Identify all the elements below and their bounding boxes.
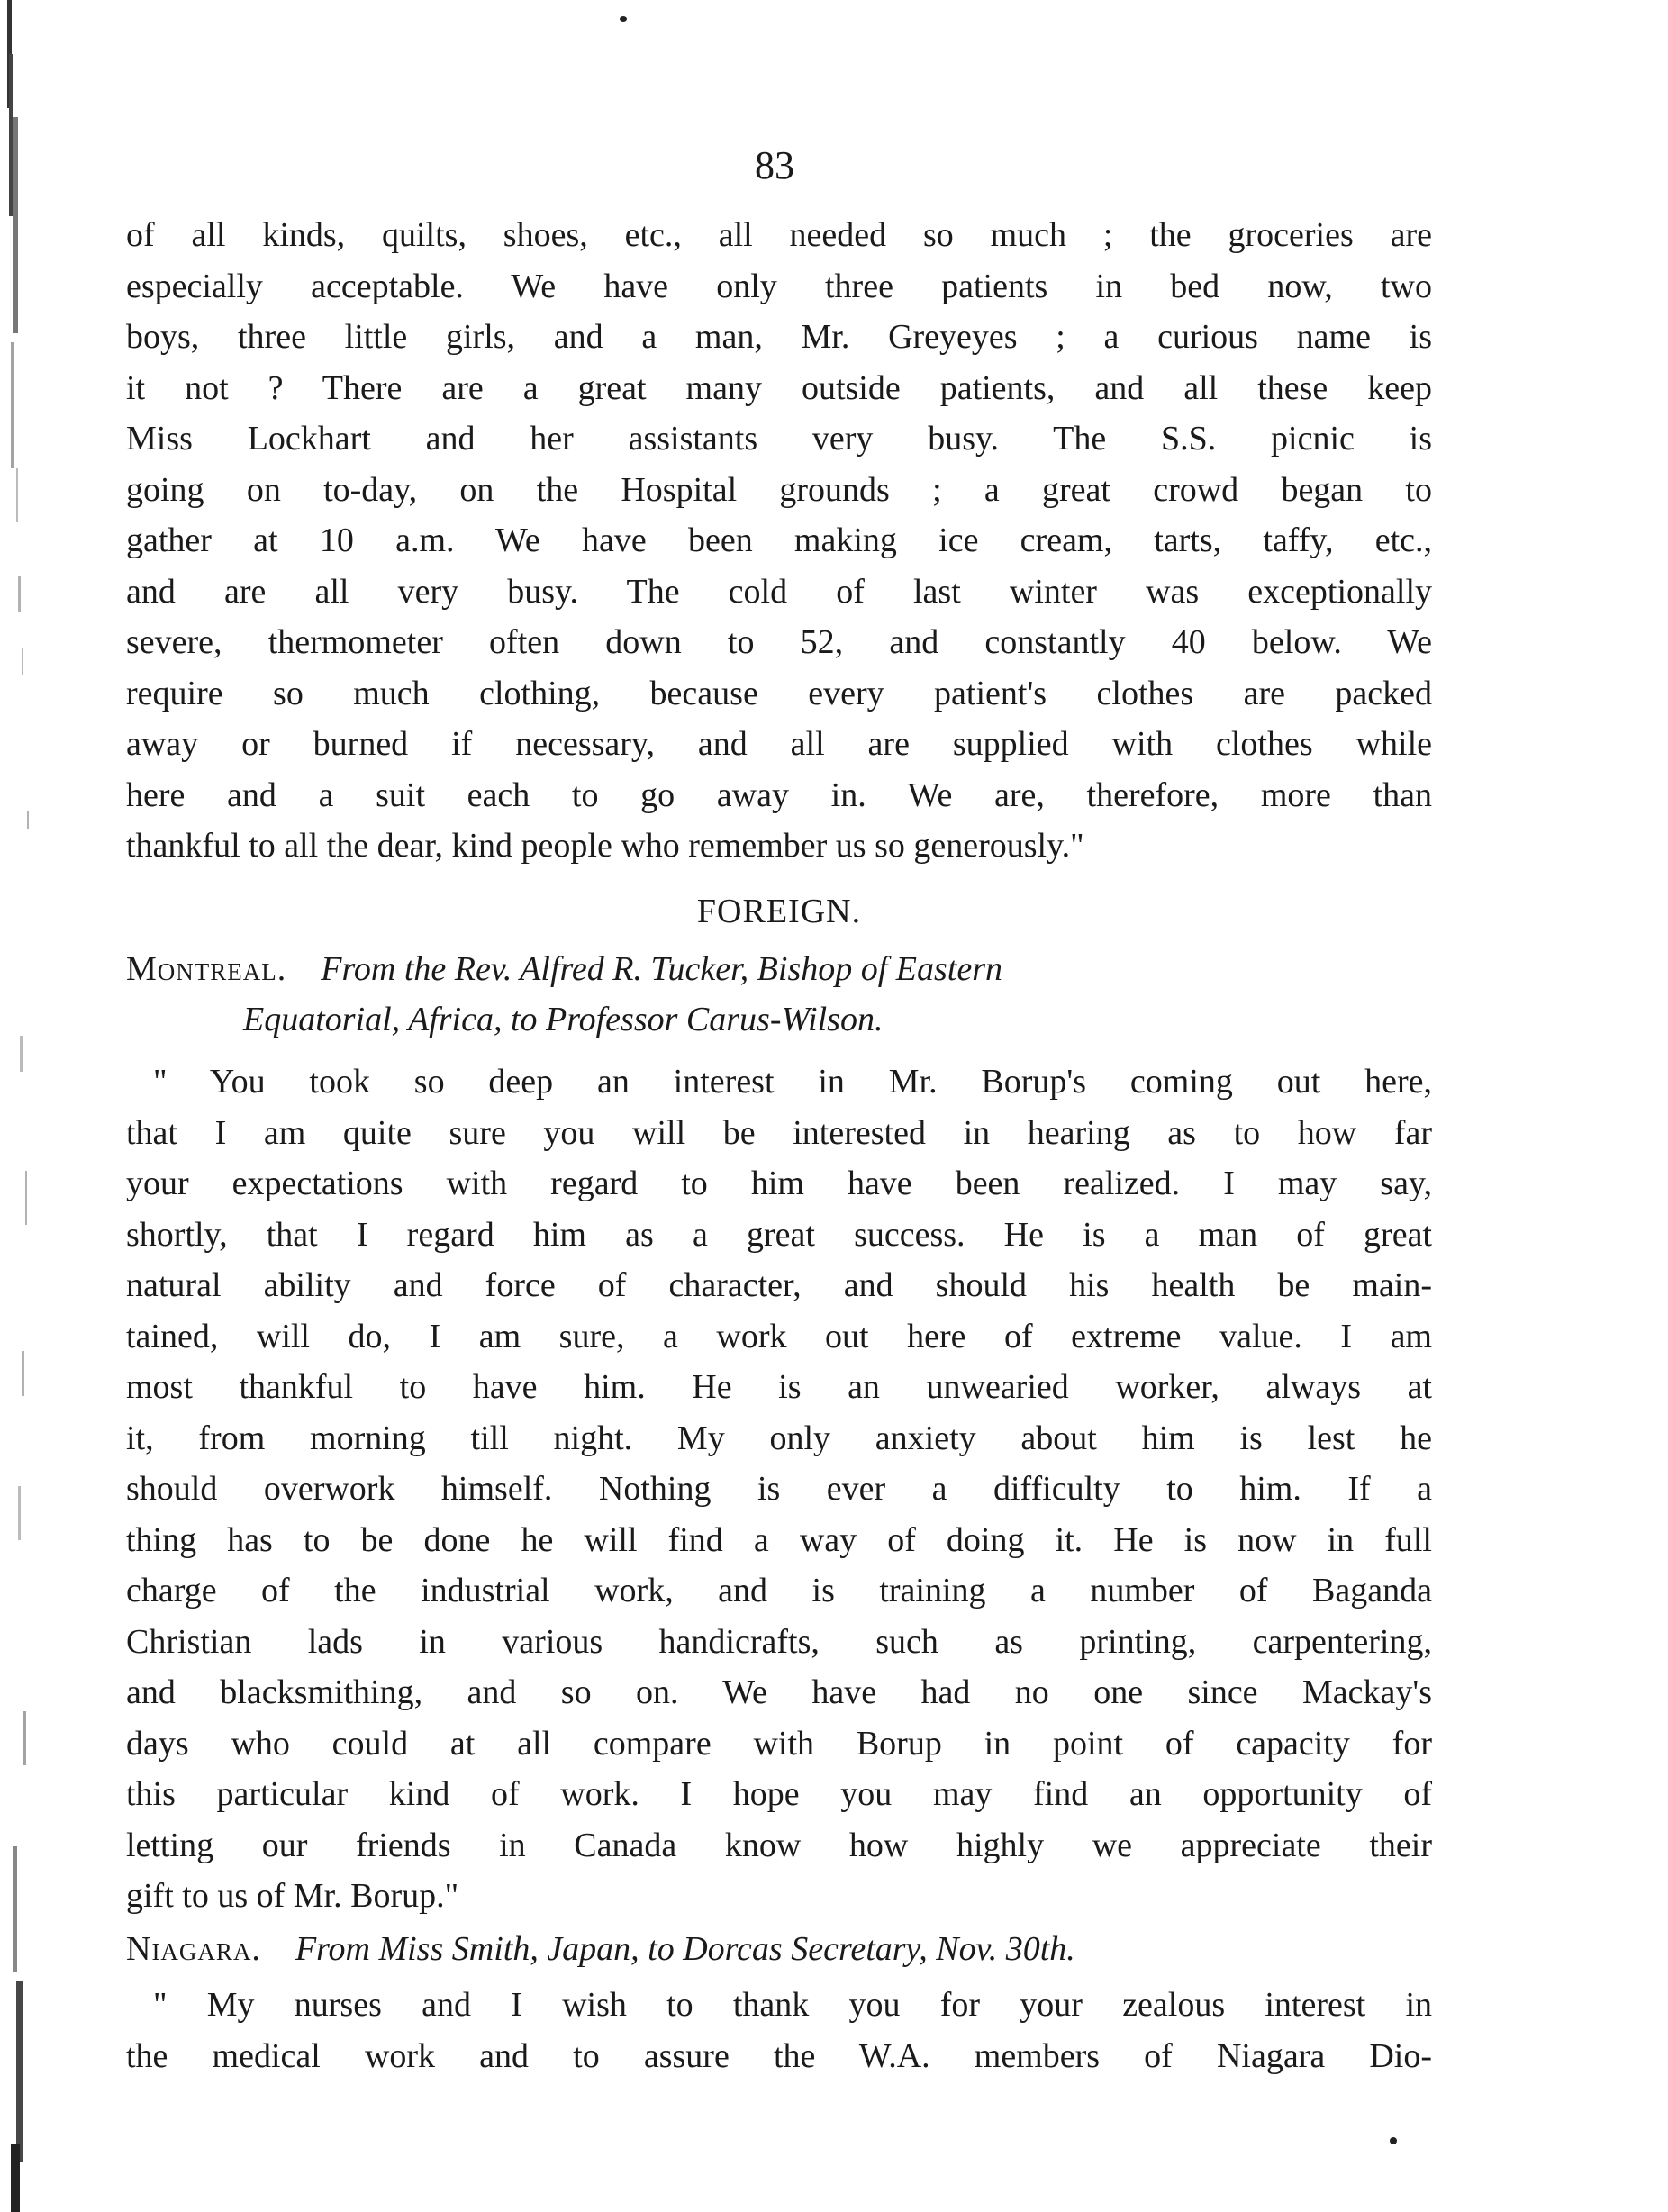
- text-line: letting our friends in Canada know how highly we appreciate their: [126, 1826, 1432, 1864]
- text-line: it, from morning till night. My only anxiety about him is lest he: [126, 1419, 1432, 1457]
- text-line: going on to-day, on the Hospital grounds ; a great crowd began to: [126, 470, 1432, 509]
- montreal-letter-paragraph: [126, 1056, 1432, 1922]
- text-line: especially acceptable. We have only three patients in bed now, two: [126, 267, 1432, 305]
- attribution-text: From the Rev. Alfred R. Tucker, Bishop of Eastern: [321, 950, 1002, 988]
- text-line: thankful to all the dear, kind people who remember us so generously.": [126, 827, 1084, 865]
- text-line: natural ability and force of character, and should his health be main-: [126, 1266, 1432, 1304]
- domestic-continuation-paragraph: [126, 210, 1432, 872]
- section-heading-foreign: FOREIGN.: [696, 893, 862, 930]
- text-line: thing has to be done he will find a way of doing it. He is now in full: [126, 1520, 1432, 1559]
- attribution-line: [126, 1924, 1432, 1974]
- text-line: your expectations with regard to him have been realized. I may say,: [126, 1165, 1432, 1202]
- text-line: " My nurses and I wish to thank you for your zealous interest in: [153, 1986, 1432, 2024]
- text-line: and blacksmithing, and so on. We have had no one since Mackay's: [126, 1673, 1432, 1711]
- page-number: 83: [755, 143, 794, 187]
- text-line: away or burned if necessary, and all are supplied with clothes while: [126, 725, 1432, 763]
- text-line: that I am quite sure you will be interested in hearing as to how far: [126, 1113, 1432, 1152]
- text-line: it not ? There are a great many outside patients, and all these keep: [126, 368, 1432, 407]
- text-line: this particular kind of work. I hope you may find an opportunity of: [126, 1775, 1432, 1813]
- niagara-letter-paragraph: [126, 1980, 1432, 2081]
- place-name: Niagara.: [126, 1930, 261, 1968]
- text-line: most thankful to have him. He is an unwearied worker, always at: [126, 1368, 1432, 1406]
- text-line: tained, will do, I am sure, a work out here of extreme value. I am: [126, 1317, 1432, 1355]
- text-line: shortly, that I regard him as a great success. He is a man of great: [126, 1215, 1432, 1254]
- text-line: days who could at all compare with Borup in point of capacity for: [126, 1724, 1432, 1763]
- scan-binding-edge: [0, 0, 72, 2212]
- speck-mark: [1390, 2137, 1397, 2144]
- text-line: require so much clothing, because every patient's clothes are packed: [126, 674, 1432, 712]
- text-line: here and a suit each to go away in. We are, therefore, more than: [126, 775, 1432, 814]
- text-line: charge of the industrial work, and is training a number of Baganda: [126, 1572, 1432, 1609]
- text-line: gather at 10 a.m. We have been making ice cream, tarts, taffy, etc.,: [126, 521, 1432, 559]
- text-line: boys, three little girls, and a man, Mr. Greyeyes ; a curious name is: [126, 318, 1432, 356]
- attribution-text: Equatorial, Africa, to Professor Carus-Wilson.: [243, 1001, 884, 1038]
- place-name: Montreal.: [126, 950, 287, 988]
- text-line: should overwork himself. Nothing is ever a difficulty to him. If a: [126, 1470, 1432, 1508]
- niagara-attribution: [126, 1924, 1432, 1974]
- text-line: Christian lads in various handicrafts, such as printing, carpentering,: [126, 1622, 1432, 1661]
- text-line: and are all very busy. The cold of last winter was exceptionally: [126, 572, 1432, 611]
- text-line: " You took so deep an interest in Mr. Borup's coming out here,: [153, 1063, 1432, 1101]
- attribution-text: From Miss Smith, Japan, to Dorcas Secretary, Nov. 30th.: [295, 1930, 1075, 1968]
- speck-mark: [620, 16, 627, 22]
- text-line: Miss Lockhart and her assistants very busy. The S.S. picnic is: [126, 420, 1432, 458]
- attribution-line: [126, 944, 1432, 994]
- text-line: gift to us of Mr. Borup.": [126, 1877, 459, 1915]
- montreal-attribution: [126, 944, 1432, 1045]
- text-line: of all kinds, quilts, shoes, etc., all needed so much ; the groceries are: [126, 216, 1432, 254]
- text-line: the medical work and to assure the W.A. members of Niagara Dio-: [126, 2036, 1432, 2075]
- text-line: severe, thermometer often down to 52, and constantly 40 below. We: [126, 623, 1432, 661]
